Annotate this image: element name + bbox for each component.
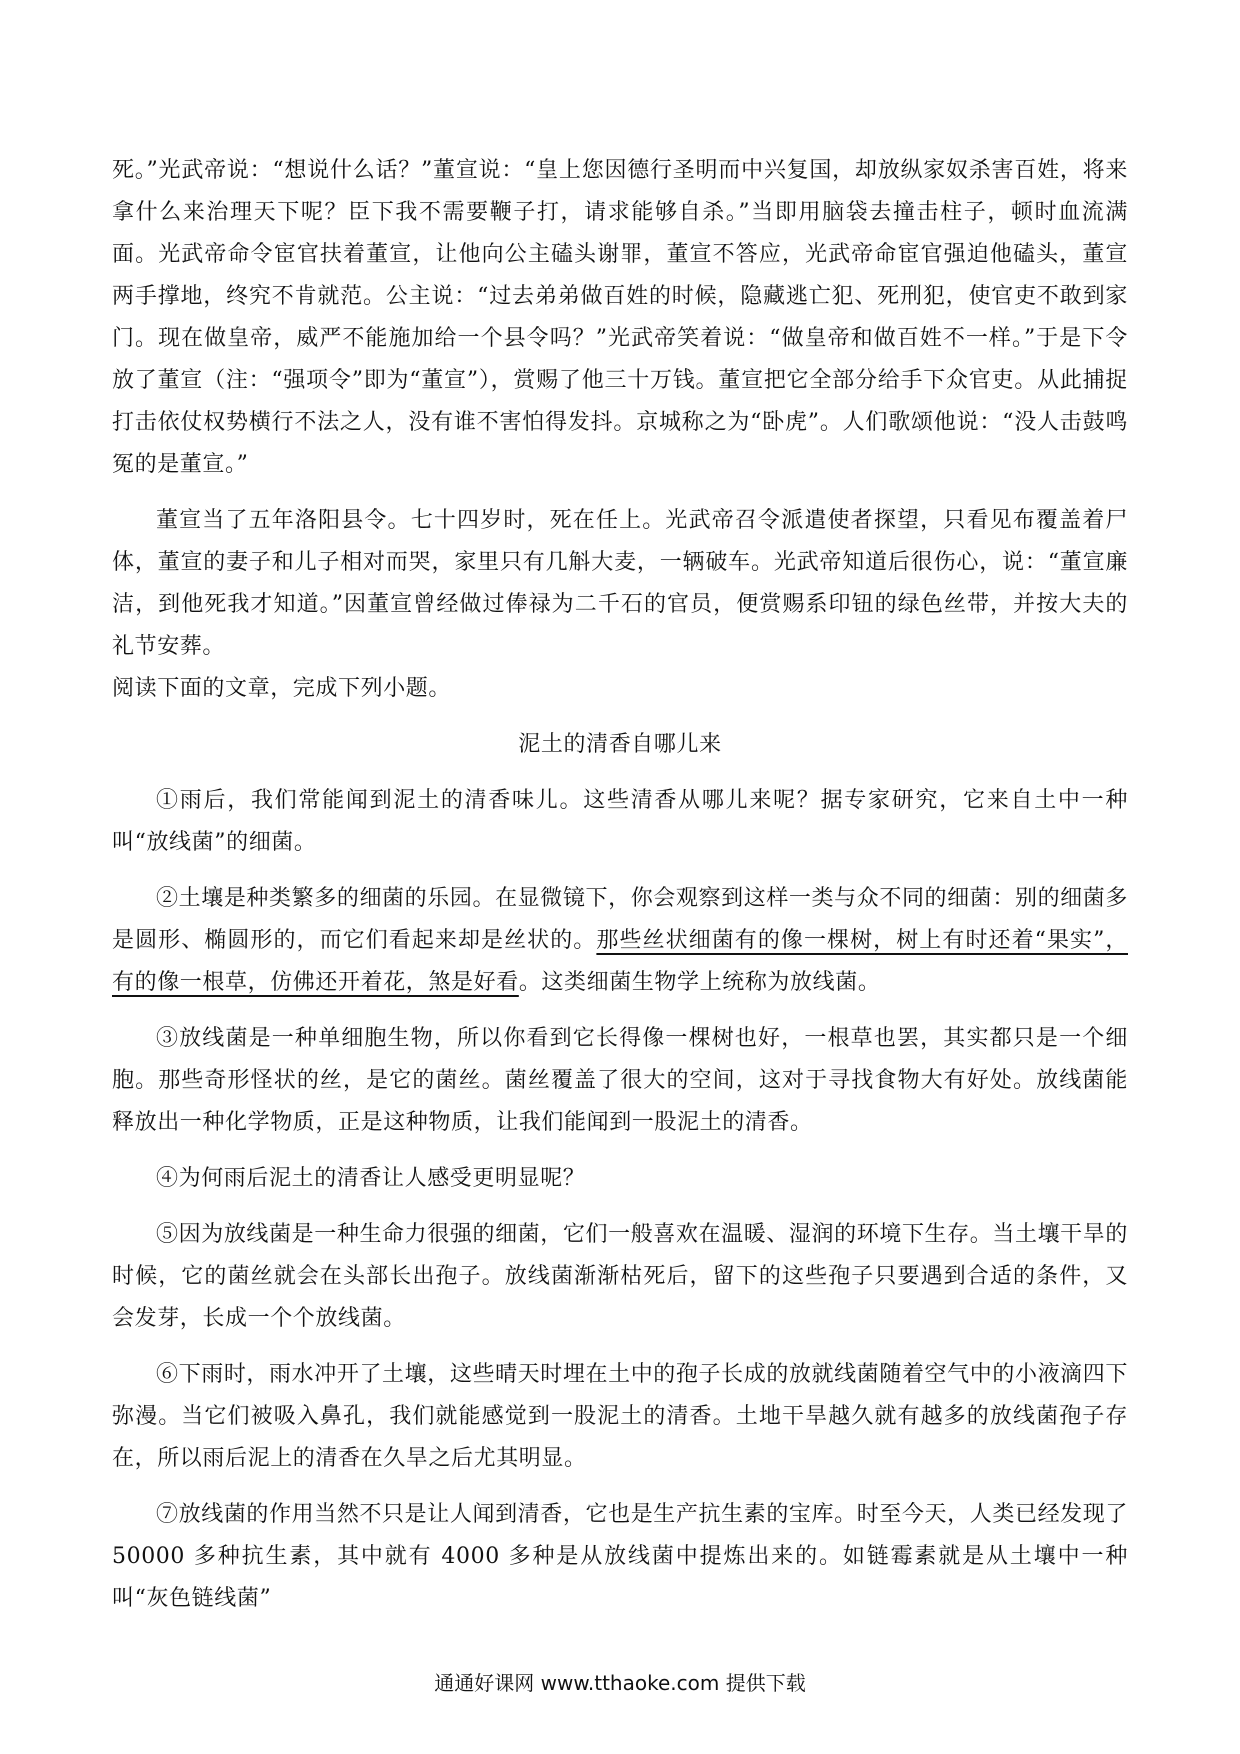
story-paragraph-2: 董宣当了五年洛阳县令。七十四岁时，死在任上。光武帝召令派遣使者探望，只看见布覆盖着尸体，董宣的妻子和儿子相对而哭，家里只有几斛大麦，一辆破车。光武帝知道后很伤心，说：“董宣廉洁，到他死我才知道。”因董宣曾经做过俸禄为二千石的官员，便赏赐系印钮的绿色丝带，并按大夫的礼节安葬。 xyxy=(112,508,1128,659)
article-paragraph-1: ①雨后，我们常能闻到泥土的清香味儿。这些清香从哪儿来呢？据专家研究，它来自土中一种叫“放线菌”的细菌。 xyxy=(112,788,1128,855)
article-paragraph-3: ③放线菌是一种单细胞生物，所以你看到它长得像一棵树也好，一根草也罢，其实都只是一个细胞。那些奇形怪状的丝，是它的菌丝。菌丝覆盖了很大的空间，这对于寻找食物大有好处。放线菌能释放出一种化学物质，正是这种物质，让我们能闻到一股泥土的清香。 xyxy=(112,1026,1128,1135)
article-paragraph-4: ④为何雨后泥土的清香让人感受更明显呢？ xyxy=(156,1166,586,1191)
document-body xyxy=(112,150,1128,1634)
article-paragraph-5: ⑤因为放线菌是一种生命力很强的细菌，它们一般喜欢在温暖、湿润的环境下生存。当土壤干旱的时候，它的菌丝就会在头部长出孢子。放线菌渐渐枯死后，留下的这些孢子只要遇到合适的条件，又会发芽，长成一个个放线菌。 xyxy=(112,1222,1128,1331)
article-paragraph-2-text-a: ②土壤是种类繁多的细菌的乐园。在显微镜下，你会观察到这样一类与众不同的细菌：别的细菌多是圆形、椭圆形的，而它们看起来却是丝状的。 xyxy=(112,886,1128,953)
page-footer: 通通好课网 www.tthaoke.com 提供下载 xyxy=(434,1671,806,1695)
article-paragraph-7: ⑦放线菌的作用当然不只是让人闻到清香，它也是生产抗生素的宝库。时至今天，人类已经发现了 50000 多种抗生素，其中就有 4000 多种是从放线菌中提炼出来的。如链霉素就是从土壤中一种叫“灰色链线菌” xyxy=(112,1502,1128,1611)
article-title: 泥土的清香自哪儿来 xyxy=(518,732,722,757)
underlined-sentence: 那些丝状细菌有的像一棵树，树上有时还着“果实”，有的像一根草，仿佛还开着花，煞是好看 xyxy=(112,928,1128,995)
story-paragraph-1: 死。”光武帝说：“想说什么话？”董宣说：“皇上您因德行圣明而中兴复国，却放纵家奴杀害百姓，将来拿什么来治理天下呢？臣下我不需要鞭子打，请求能够自杀。”当即用脑袋去撞击柱子，顿时血流满面。光武帝命令宦官扶着董宣，让他向公主磕头谢罪，董宣不答应，光武帝命宦官强迫他磕头，董宣两手撑地，终究不肯就范。公主说：“过去弟弟做百姓的时候，隐藏逃亡犯、死刑犯，使官吏不敢到家门。现在做皇帝，威严不能施加给一个县令吗？”光武帝笑着说：“做皇帝和做百姓不一样。”于是下令放了董宣（注：“强项令”即为“董宣”），赏赐了他三十万钱。董宣把它全部分给手下众官吏。从此捕捉打击依仗权势横行不法之人，没有谁不害怕得发抖。京城称之为“卧虎”。人们歌颂他说：“没人击鼓鸣冤的是董宣。” xyxy=(112,158,1128,477)
article-paragraph-6: ⑥下雨时，雨水冲开了土壤，这些晴天时埋在土中的孢子长成的放就线菌随着空气中的小液滴四下弥漫。当它们被吸入鼻孔，我们就能感觉到一股泥土的清香。土地干旱越久就有越多的放线菌孢子存在，所以雨后泥上的清香在久旱之后尤其明显。 xyxy=(112,1362,1128,1471)
reading-instruction: 阅读下面的文章，完成下列小题。 xyxy=(112,676,452,701)
article-paragraph-2 xyxy=(112,878,1128,1004)
article-paragraph-2-text-b: 。这类细菌生物学上统称为放线菌。 xyxy=(518,970,881,995)
